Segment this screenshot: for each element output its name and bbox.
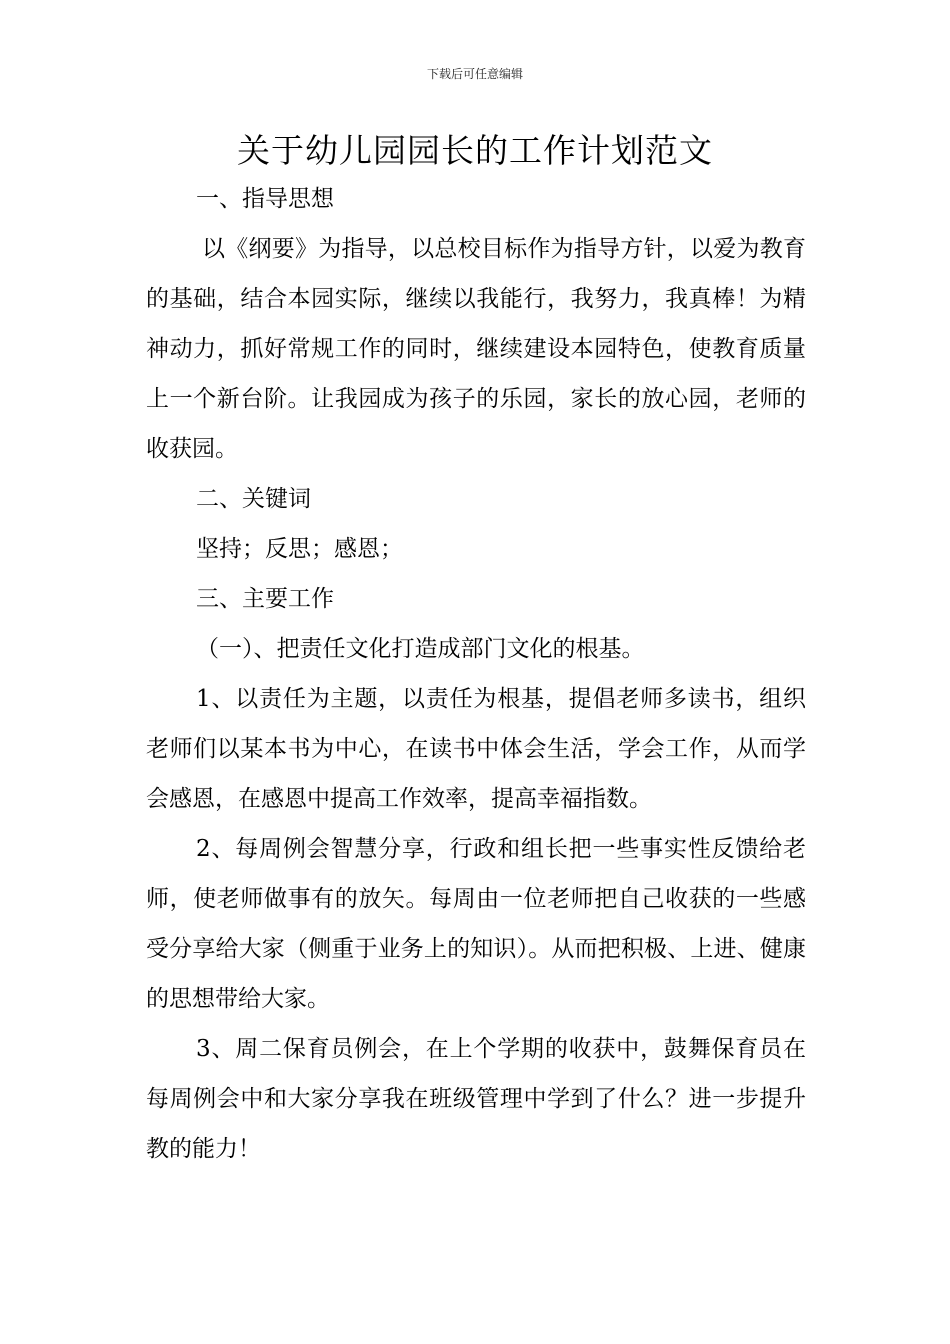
section-heading-main-work: 三、主要工作: [196, 586, 334, 612]
header-note: 下载后可任意编辑: [426, 67, 523, 81]
section-paragraph-keywords: 坚持；反思；感恩；: [196, 536, 403, 562]
document-body: [146, 174, 806, 1174]
section-heading-keywords: 二、关键词: [196, 486, 311, 512]
list-item-1: 1、以责任为主题，以责任为根基，提倡老师多读书，组织老师们以某本书为中心，在读书中体会生活，学会工作，从而学会感恩，在感恩中提高工作效率，提高幸福指数。: [146, 686, 806, 812]
document-title: 关于幼儿园园长的工作计划范文: [237, 131, 713, 170]
list-item-3: 3、周二保育员例会，在上个学期的收获中，鼓舞保育员在每周例会中和大家分享我在班级管理中学到了什么？进一步提升教的能力！: [146, 1036, 806, 1162]
section-heading-guiding-thought: 一、指导思想: [196, 186, 334, 212]
section-paragraph-guiding-thought: 以《纲要》为指导，以总校目标作为指导方针，以爱为教育的基础，结合本园实际，继续以我能行，我努力，我真棒！为精神动力，抓好常规工作的同时，继续建设本园特色，使教育质量上一个新台阶。让我园成为孩子的乐园，家长的放心园，老师的收获园。: [146, 236, 806, 462]
subsection-heading-responsibility-culture: （一）、把责任文化打造成部门文化的根基。: [196, 636, 645, 662]
list-item-2: 2、每周例会智慧分享，行政和组长把一些事实性反馈给老师，使老师做事有的放矢。每周由一位老师把自己收获的一些感受分享给大家（侧重于业务上的知识）。从而把积极、上进、健康的思想带给大家。: [146, 836, 806, 1012]
